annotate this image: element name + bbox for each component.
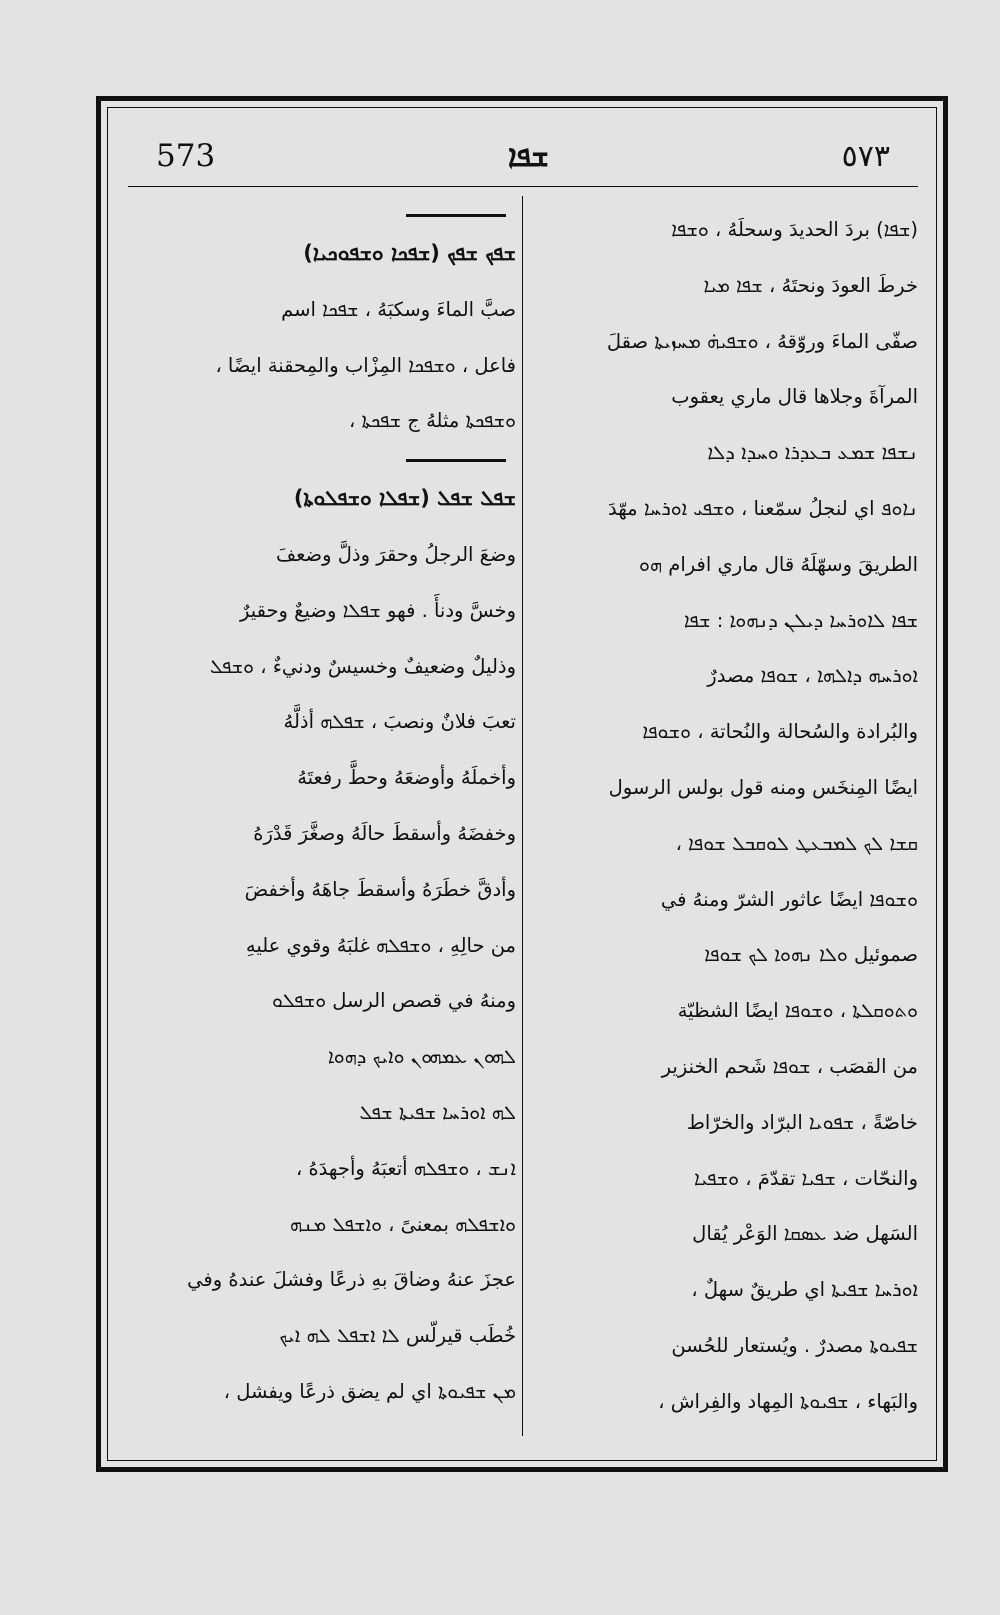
header-rule — [128, 186, 918, 187]
text-line: وضعَ الرجلُ وحقرَ وذلَّ وضعفَ — [275, 542, 516, 566]
right-column — [530, 202, 918, 1430]
text-line: ومنهُ في قصص الرسل ܘܫܦܠܘ — [271, 989, 516, 1013]
text-line: صموئيل ܘܠܐ ܢܗܘܐ ܠܟ ܫܘܦܐ — [704, 943, 918, 967]
page-header — [128, 128, 918, 184]
text-line: ܡܢ ܫܦܝܘܬܐ اي لم يضق ذرعًا ويفشل ، — [223, 1379, 516, 1403]
text-line: وخسَّ ودنأَ . فهو ܫܦܠܐ وضيعٌ وحقيرٌ — [239, 598, 516, 622]
text-line: صفّى الماءَ وروّقهُ ، ܘܫܦܝܗ̇ ܡܚܙܝܬܐ صقلَ — [606, 329, 918, 353]
text-line: ايضًا المِنخَس ومنه قول بولس الرسول — [608, 775, 918, 799]
entry-separator — [130, 204, 516, 226]
text-line: وخفضَهُ وأسقطَ حالَهُ وصغَّرَ قَدْرَهُ — [253, 821, 516, 845]
text-line: ܠܗ ܐܘܪܚܐ ܫܦܝܬܐ ܫܦܠ — [359, 1100, 516, 1124]
text-line: ܠܗܘܢ ܥܡܗܘܢ ܘܐܝܟ ܕܗܘܐ — [327, 1045, 516, 1069]
text-line: والبَهاء ، ܫܦܝܘܬܐ المِهاد والفِراش ، — [658, 1389, 918, 1413]
text-line: ܫܦܝܘܬܐ مصدرٌ . ويُستعار للحُسن — [671, 1333, 918, 1357]
text-line: (ܫܦܐ) بردَ الحديدَ وسحلَهُ ، ܘܫܦܐ — [671, 218, 918, 241]
text-line: وذليلٌ وضعيفٌ وخسيسٌ ودنيءٌ ، ܘܫܦܠ — [209, 654, 516, 678]
entry-headword: ܫܦܠ ܫܦܠ (ܫܦܠܐ ܘܫܦܠܘܬܐ) — [293, 486, 516, 511]
text-line: المرآةَ وجلاها قال ماري يعقوب — [671, 385, 918, 409]
text-line: صبَّ الماءَ وسكبَهُ ، ܫܦܟܐ اسم — [281, 297, 516, 321]
text-line: ܘܫܘܦܐ ايضًا عاثور الشرّ ومنهُ في — [660, 887, 918, 911]
text-line: ܘܬܘܩܠܬܐ ، ܘܫܘܦܐ ايضًا الشظيّة — [677, 999, 918, 1023]
left-column — [130, 204, 516, 1420]
entry-headword: ܫܦܟ ܫܦܟ (ܫܦܟܐ ܘܫܦܘܟܝܐ) — [303, 241, 516, 265]
text-line: ܐܢܫ ، ܘܫܦܠܗ أتعبَهُ وأجهدَهُ ، — [295, 1156, 516, 1180]
separator-rule — [406, 214, 506, 217]
text-line: ܩܫܐ ܠܟ ܠܡܒܥܛ ܠܘܩܒܠ ܫܘܦܐ ، — [675, 831, 918, 855]
text-line: خاصّةً ، ܫܦܘܝܐ البرّاد والخرّاط — [686, 1110, 918, 1134]
page-number-latin: 573 — [156, 138, 216, 174]
text-line: من حالِهِ ، ܘܫܦܠܗ غلبَهُ وقوي عليهِ — [245, 933, 516, 957]
text-line: خرطَ العودَ ونحتَهُ ، ܫܦܐ ܡܝܐ — [703, 273, 918, 297]
page-number-arabic: ٥٧٣ — [841, 138, 890, 174]
text-line: من القصَب ، ܫܘܦܐ شَحم الخنزير — [661, 1054, 918, 1078]
text-line: ܘܐܫܦܠܗ بمعنىً ، ܘܐܫܦܠ ܡܢܗ — [289, 1212, 516, 1236]
text-line: ܢܫܦܐ ܫܡܥ ܒܥܕܪܐ ܘܚܕܐ ܕܠܐ — [707, 441, 918, 465]
text-line: فاعل ، ܘܫܦܟܐ المِزْاب والمِحقنة ايضًا ، — [215, 353, 516, 377]
text-line: وأخملَهُ وأوضعَهُ وحطَّ رفعتَهُ — [297, 766, 516, 790]
text-line: والنحّات ، ܫܦܝܐ تقدّمَ ، ܘܫܦܝܐ — [693, 1166, 918, 1190]
column-divider — [522, 196, 523, 1436]
text-line: خُطَب قيرلّس ܠܐ ܐܫܦܠ ܠܗ ܐܝܟ — [279, 1324, 516, 1348]
text-line: عجزَ عنهُ وضاقَ بهِ ذرعًا وفشلَ عندهُ وفي — [187, 1268, 516, 1292]
text-line: تعبَ فلانٌ ونصبَ ، ܫܦܠܗ أذلَّهُ — [283, 710, 516, 734]
text-line: ܢܐܘܦ اي لنجلُ سمّعنا ، ܘܫܦܝ ܐܘܪܚܐ مهّدَ — [607, 496, 918, 520]
text-line: وأدقَّ خطَرَهُ وأسقطَ جاهَهُ وأخفضَ — [244, 877, 516, 901]
separator-rule — [406, 459, 506, 462]
text-line: ܐܘܪܚܐ ܫܦܝܬܐ اي طريقٌ سهلٌ ، — [691, 1278, 918, 1302]
text-line: الطريقَ وسهّلَهُ قال ماري افرام ܗܘ — [638, 552, 918, 576]
text-line: السَهل ضد ܥܣܩܐ الوَعْر يُقال — [692, 1222, 918, 1246]
running-head: ܫܦܐ — [507, 138, 549, 174]
text-line: ܫܦܐ ܠܐܘܪܚܐ ܕܝܠܢ ܕܢܗܘܐ : ܫܦܐ — [683, 608, 918, 632]
text-line: والبُرادة والسُحالة والنُحاتة ، ܘܫܘܦܐ — [642, 720, 918, 744]
text-line: ܘܫܦܟܬܐ مثلهُ ج ܫܦܟܬܐ ، — [349, 409, 516, 433]
entry-separator — [130, 449, 516, 471]
text-line: ܐܘܪܚܗ ܕܐܠܗܐ ، ܫܘܦܐ مصدرٌ — [707, 664, 918, 688]
